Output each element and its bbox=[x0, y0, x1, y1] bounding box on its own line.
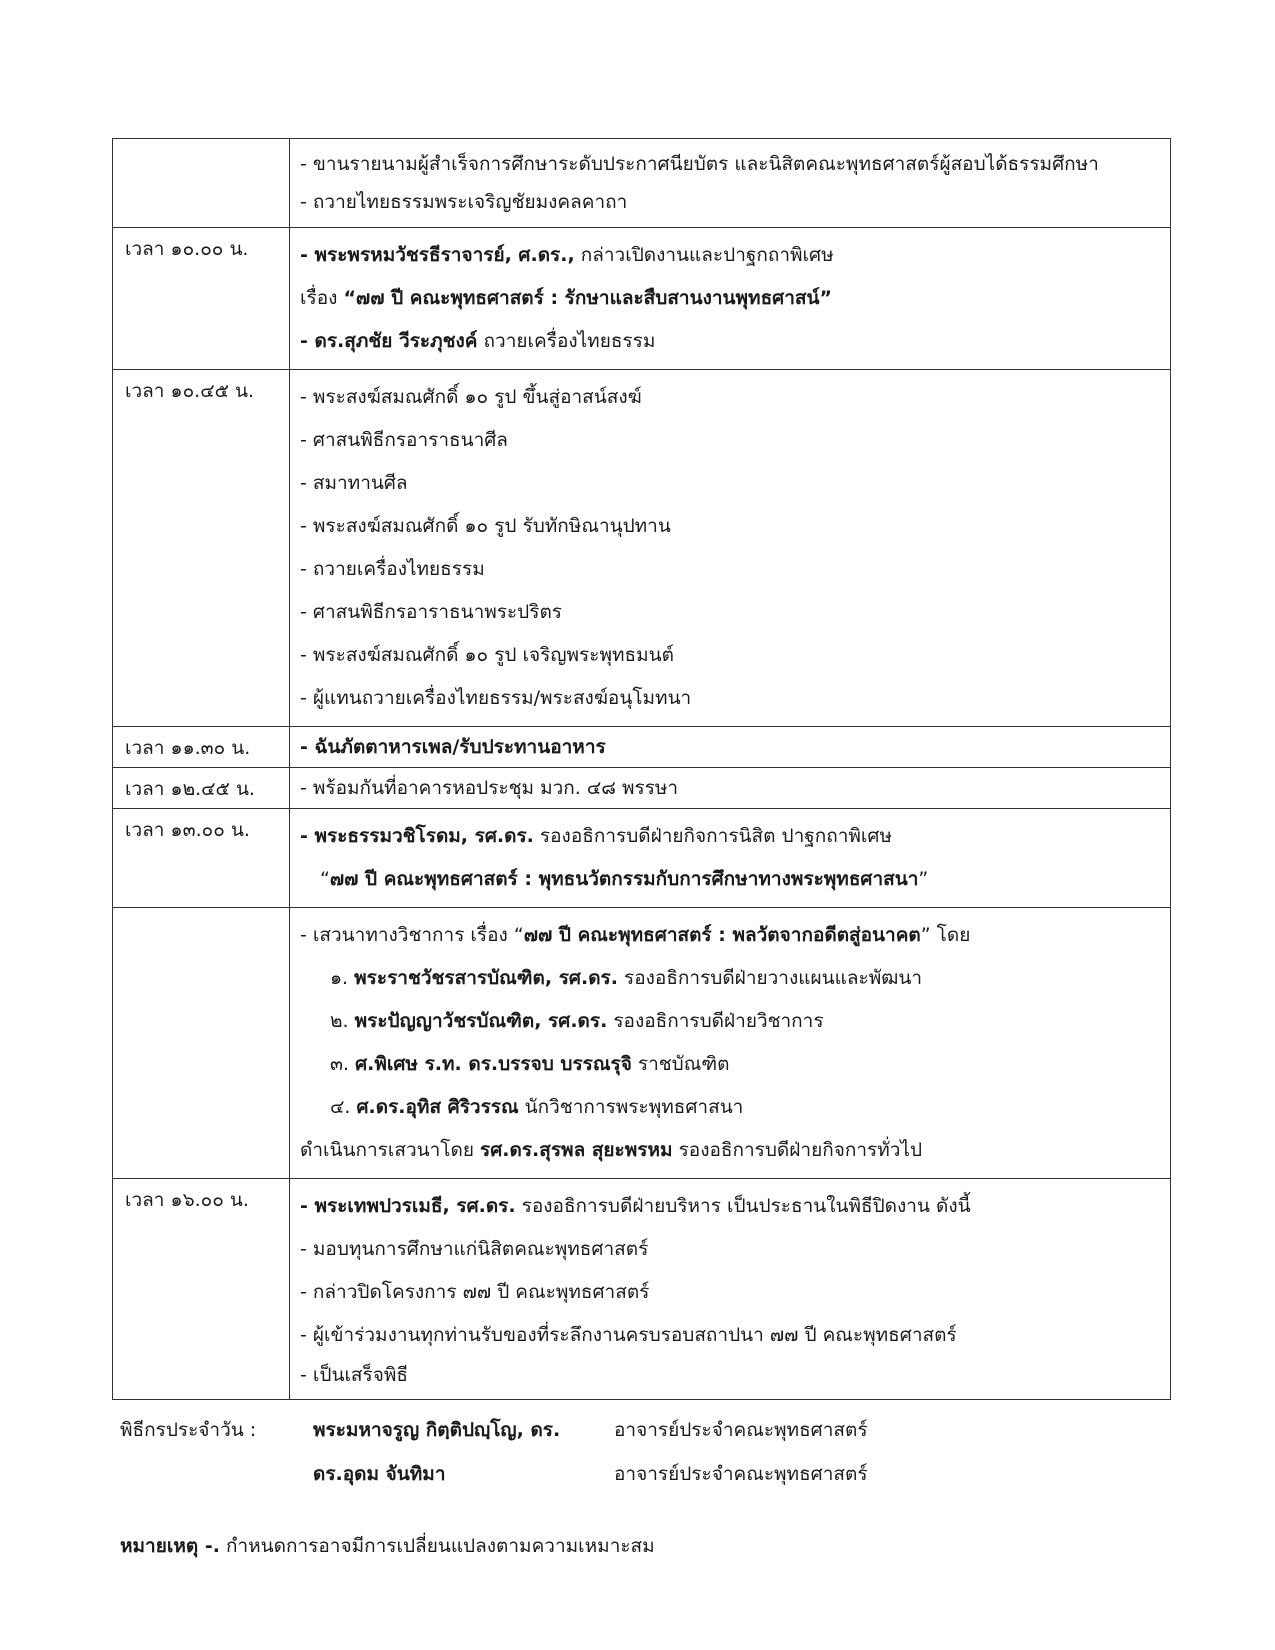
schedule-table bbox=[112, 138, 1171, 1400]
time-cell: เวลา ๑๓.๐๐ น. bbox=[113, 809, 290, 908]
schedule-line: - พระพรหมวัชรธีราจารย์, ศ.ดร., กล่าวเปิดงานและปาฐกถาพิเศษ bbox=[300, 244, 834, 266]
schedule-row bbox=[113, 370, 1171, 727]
schedule-line: - ถวายเครื่องไทยธรรม bbox=[300, 558, 485, 580]
schedule-row bbox=[113, 727, 1171, 768]
content-cell bbox=[290, 908, 1171, 1179]
schedule-line: - ดร.สุภชัย วีระภุชงค์ ถวายเครื่องไทยธรรม bbox=[300, 330, 656, 352]
officiant-role: อาจารย์ประจำคณะพุทธศาสตร์ bbox=[614, 1463, 868, 1485]
schedule-line: - ถวายไทยธรรมพระเจริญชัยมงคลคาถา bbox=[300, 191, 628, 213]
schedule-line: - ผู้แทนถวายเครื่องไทยธรรม/พระสงฆ์อนุโมทนา bbox=[300, 687, 692, 709]
officiant-role: อาจารย์ประจำคณะพุทธศาสตร์ bbox=[614, 1419, 868, 1441]
officiants-section bbox=[120, 1408, 1120, 1496]
schedule-line: ๑. พระราชวัชรสารบัณฑิต, รศ.ดร. รองอธิการบดีฝ่ายวางแผนและพัฒนา bbox=[330, 967, 923, 989]
officiant-name: พระมหาจรูญ กิตฺติปญฺโญ, ดร. bbox=[313, 1419, 561, 1441]
schedule-row bbox=[113, 908, 1171, 1179]
schedule-row bbox=[113, 809, 1171, 908]
time-cell: เวลา ๑๐.๐๐ น. bbox=[113, 228, 290, 370]
content-cell bbox=[290, 139, 1171, 228]
content-cell bbox=[290, 768, 1171, 809]
schedule-line: - พระสงฆ์สมณศักดิ์ ๑๐ รูป ขึ้นสู่อาสน์สงฆ์ bbox=[300, 386, 642, 408]
time-cell: เวลา ๑๒.๔๕ น. bbox=[113, 768, 290, 809]
schedule-line: - ศาสนพิธีกรอาราธนาศีล bbox=[300, 429, 508, 451]
footnote bbox=[120, 1530, 655, 1562]
time-cell bbox=[113, 908, 290, 1179]
time-cell: เวลา ๑๐.๔๕ น. bbox=[113, 370, 290, 727]
schedule-row bbox=[113, 228, 1171, 370]
content-cell bbox=[290, 727, 1171, 768]
time-cell: เวลา ๑๖.๐๐ น. bbox=[113, 1179, 290, 1400]
content-cell bbox=[290, 809, 1171, 908]
schedule-line: - พระเทพปวรเมธี, รศ.ดร. รองอธิการบดีฝ่ายบริหาร เป็นประธานในพิธีปิดงาน ดังนี้ bbox=[300, 1195, 971, 1217]
schedule-line: - ขานรายนามผู้สำเร็จการศึกษาระดับประกาศนียบัตร และนิสิตคณะพุทธศาสตร์ผู้สอบได้ธรรมศึกษา bbox=[300, 153, 1099, 175]
schedule-line: - สมาทานศีล bbox=[300, 472, 408, 494]
officiants-label: พิธีกรประจำวัน : bbox=[120, 1419, 257, 1441]
schedule-line: - พระธรรมวชิโรดม, รศ.ดร. รองอธิการบดีฝ่ายกิจการนิสิต ปาฐกถาพิเศษ bbox=[300, 825, 893, 847]
officiant-name: ดร.อุดม จันทิมา bbox=[313, 1463, 446, 1485]
officiant-row bbox=[120, 1408, 1120, 1452]
time-cell: เวลา ๑๑.๓๐ น. bbox=[113, 727, 290, 768]
schedule-line: - เสวนาทางวิชาการ เรื่อง “๗๗ ปี คณะพุทธศาสตร์ : พลวัตจากอดีตสู่อนาคต” โดย bbox=[300, 924, 971, 946]
schedule-line: - พระสงฆ์สมณศักดิ์ ๑๐ รูป รับทักษิณานุปทาน bbox=[300, 515, 671, 537]
schedule-line: ๓. ศ.พิเศษ ร.ท. ดร.บรรจบ บรรณรุจิ ราชบัณฑิต bbox=[330, 1053, 730, 1075]
schedule-row bbox=[113, 1179, 1171, 1400]
schedule-line: - ฉันภัตตาหารเพล/รับประทานอาหาร bbox=[300, 736, 606, 758]
schedule-line: - กล่าวปิดโครงการ ๗๗ ปี คณะพุทธศาสตร์ bbox=[300, 1281, 650, 1303]
content-cell bbox=[290, 370, 1171, 727]
time-cell bbox=[113, 139, 290, 228]
schedule-line: - พระสงฆ์สมณศักดิ์ ๑๐ รูป เจริญพระพุทธมนต์ bbox=[300, 644, 674, 666]
schedule-line: - มอบทุนการศึกษาแก่นิสิตคณะพุทธศาสตร์ bbox=[300, 1238, 649, 1260]
schedule-line: ดำเนินการเสวนาโดย รศ.ดร.สุรพล สุยะพรหม รองอธิการบดีฝ่ายกิจการทั่วไป bbox=[300, 1139, 923, 1161]
schedule-line: - เป็นเสร็จพิธี bbox=[300, 1364, 408, 1386]
officiant-row bbox=[120, 1452, 1120, 1496]
schedule-line: - พร้อมกันที่อาคารหอประชุม มวก. ๔๘ พรรษา bbox=[300, 777, 679, 799]
schedule-line: - ศาสนพิธีกรอาราธนาพระปริตร bbox=[300, 601, 562, 623]
schedule-row bbox=[113, 768, 1171, 809]
footnote-text: กำหนดการอาจมีการเปลี่ยนแปลงตามความเหมาะสม bbox=[219, 1535, 655, 1557]
schedule-line: “๗๗ ปี คณะพุทธศาสตร์ : พุทธนวัตกรรมกับการศึกษาทางพระพุทธศาสนา” bbox=[320, 868, 929, 890]
schedule-line: - ผู้เข้าร่วมงานทุกท่านรับของที่ระลึกงานครบรอบสถาปนา ๗๗ ปี คณะพุทธศาสตร์ bbox=[300, 1324, 957, 1346]
schedule-line: ๔. ศ.ดร.อุทิส ศิริวรรณ นักวิชาการพระพุทธศาสนา bbox=[330, 1096, 744, 1118]
content-cell bbox=[290, 228, 1171, 370]
footnote-label: หมายเหตุ -. bbox=[120, 1535, 220, 1557]
content-cell bbox=[290, 1179, 1171, 1400]
schedule-line: เรื่อง “๗๗ ปี คณะพุทธศาสตร์ : รักษาและสืบสานงานพุทธศาสน์” bbox=[300, 287, 832, 309]
schedule-line: ๒. พระปัญญาวัชรบัณฑิต, รศ.ดร. รองอธิการบดีฝ่ายวิชาการ bbox=[330, 1010, 824, 1032]
schedule-row bbox=[113, 139, 1171, 228]
